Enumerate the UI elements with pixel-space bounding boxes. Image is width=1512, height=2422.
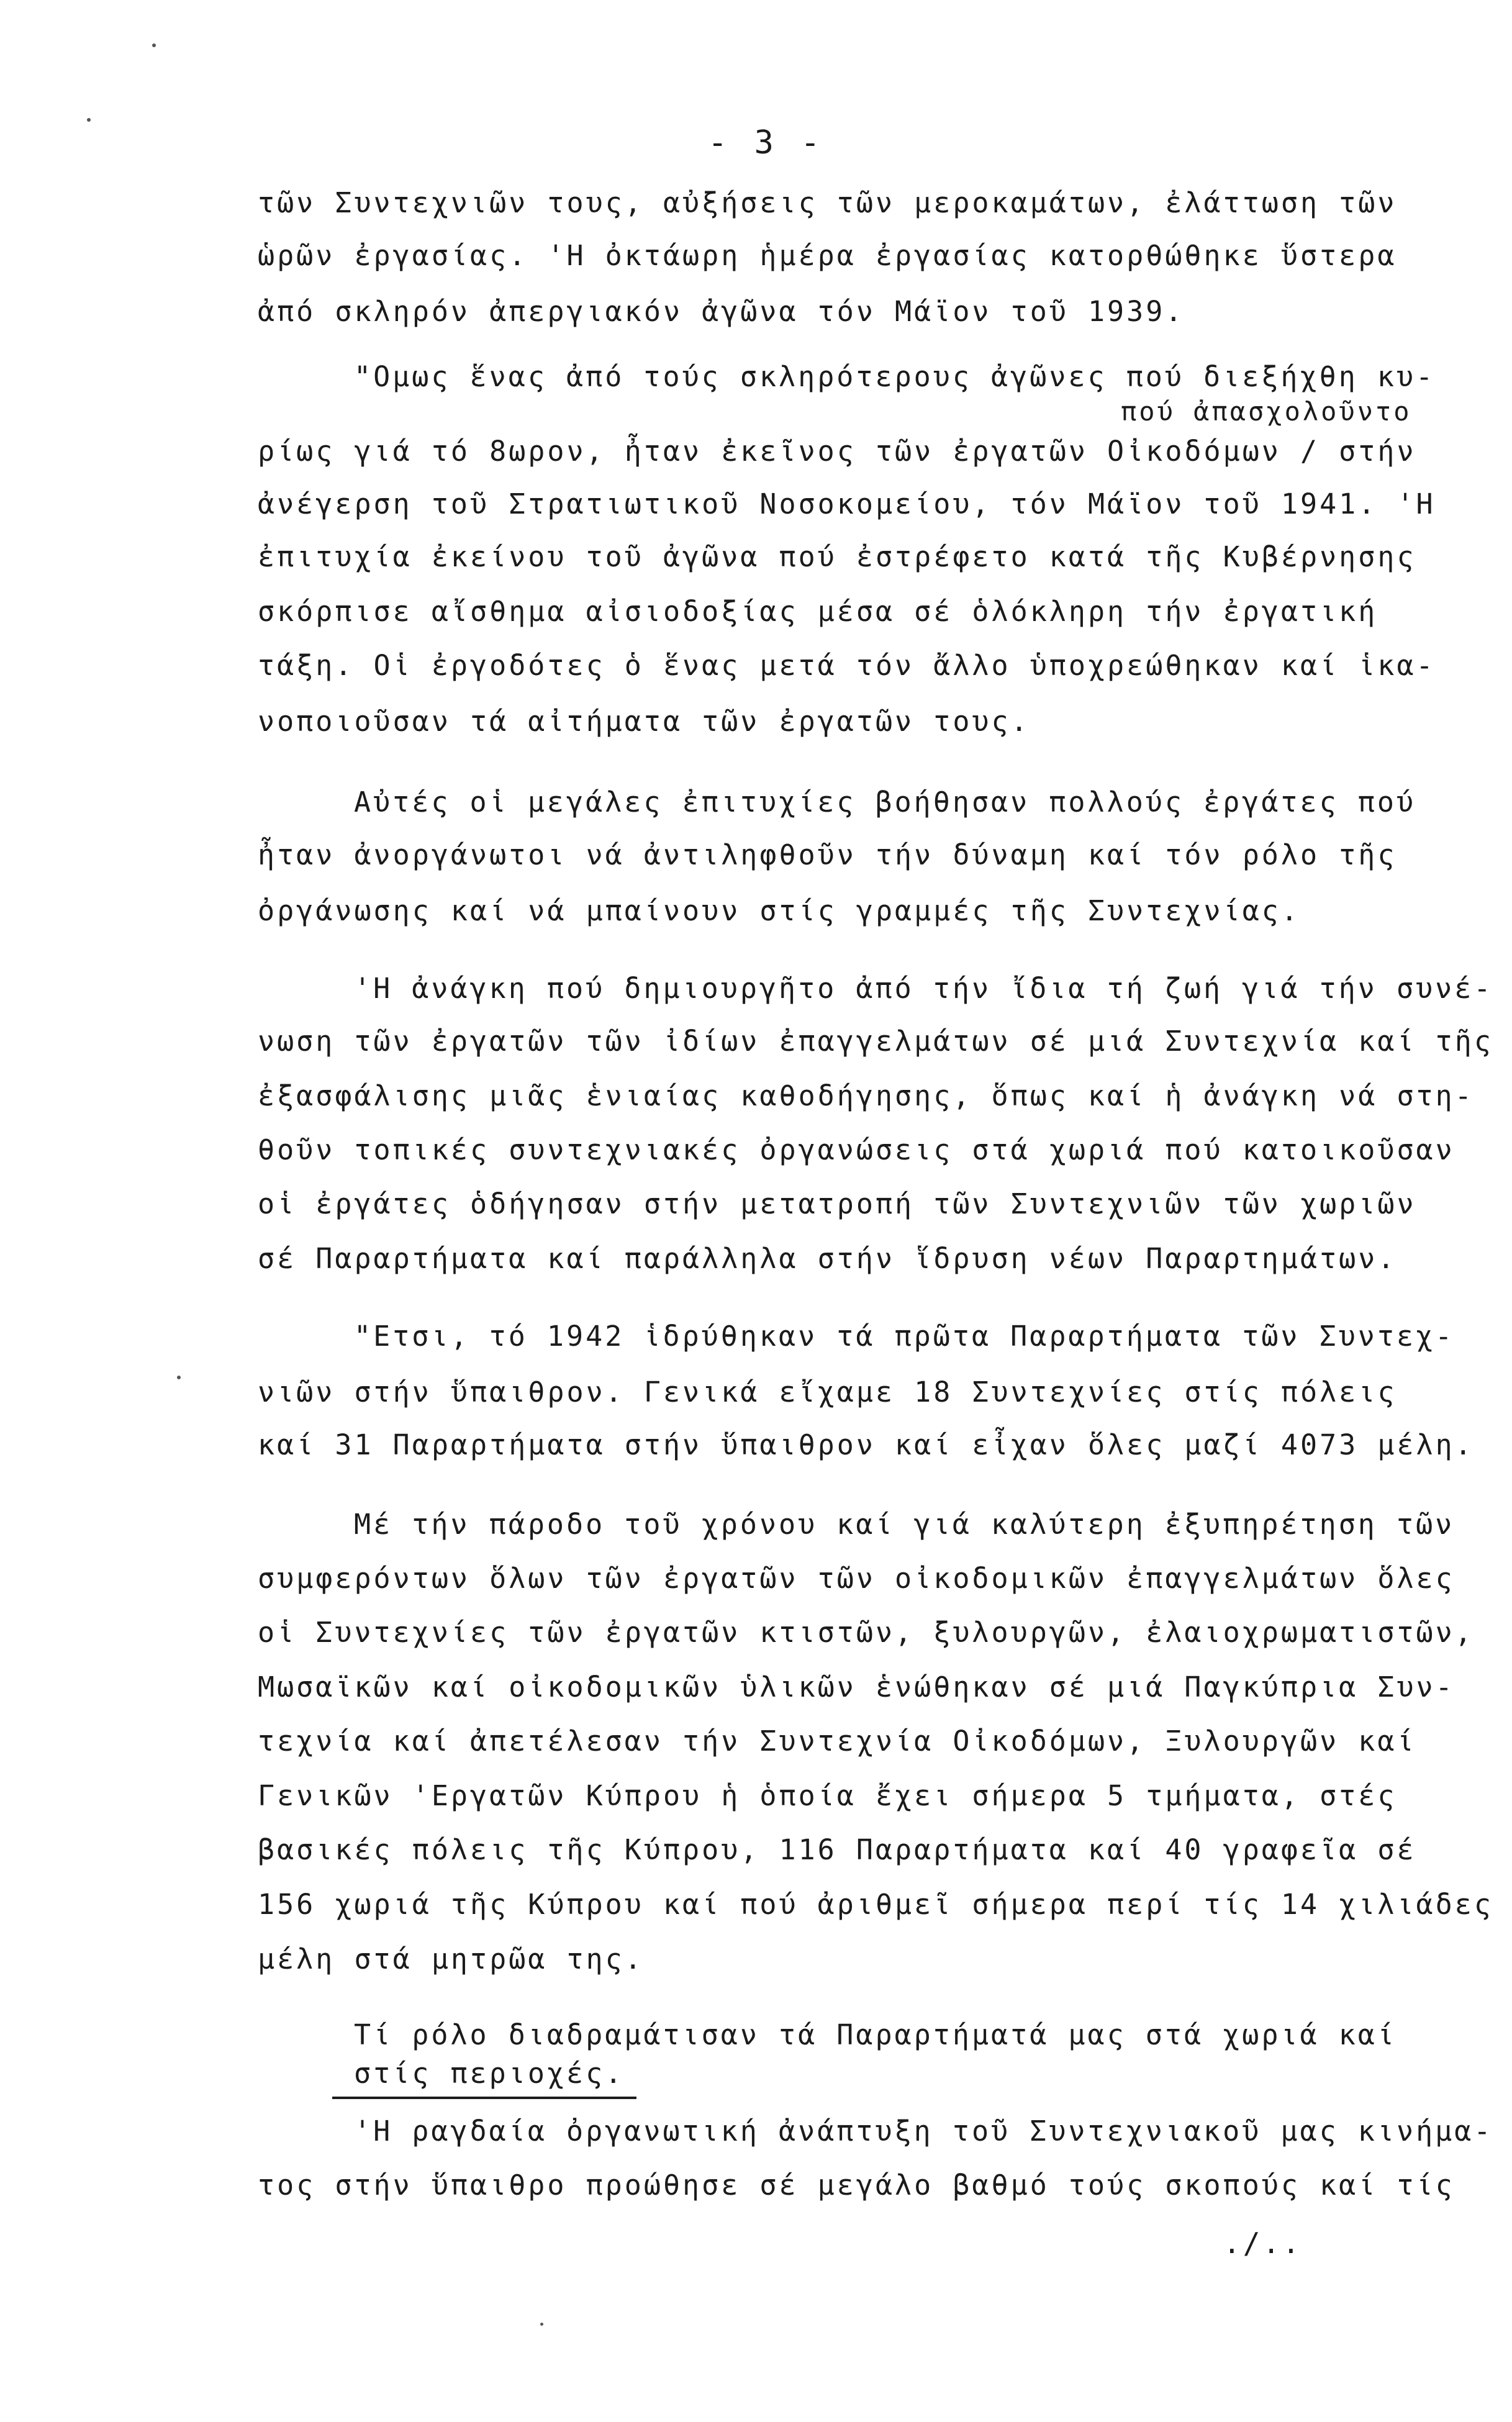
text-line: νιῶν στήν ὕπαιθρον. Γενικά εἴχαμε 18 Συντεχνίες στίς πόλεις <box>258 1376 1397 1408</box>
text-line: νοποιοῦσαν τά αἰτήματα τῶν ἐργατῶν τους. <box>258 705 1030 738</box>
text-line: Γενικῶν 'Εργατῶν Κύπρου ἡ ὁποία ἔχει σήμερα 5 τμήματα, στές <box>258 1779 1397 1812</box>
text-line: ἦταν ἀνοργάνωτοι νά ἀντιληφθοῦν τήν δύναμη καί τόν ρόλο τῆς <box>258 838 1397 871</box>
text-line: ὡρῶν ἐργασίας. 'Η ὀκτάωρη ἡμέρα ἐργασίας κατορθώθηκε ὕστερα <box>258 239 1397 272</box>
text-line: ἐξασφάλισης μιᾶς ἑνιαίας καθοδήγησης, ὅπως καί ἡ ἀνάγκη νά στη- <box>258 1079 1474 1112</box>
text-line: θοῦν τοπικές συντεχνιακές ὀργανώσεις στά χωριά πού κατοικοῦσαν <box>258 1133 1455 1166</box>
text-line: Μέ τήν πάροδο τοῦ χρόνου καί γιά καλύτερη ἐξυπηρέτηση τῶν <box>354 1508 1455 1541</box>
handwritten-insertion: πού ἀπασχολοῦντο <box>1121 396 1412 427</box>
text-line: 156 χωριά τῆς Κύπρου καί πού ἀριθμεῖ σήμερα περί τίς 14 χιλιάδες <box>258 1888 1493 1921</box>
page-number: - 3 - <box>708 124 824 161</box>
text-line: οἱ Συντεχνίες τῶν ἐργατῶν κτιστῶν, ξυλουργῶν, ἐλαιοχρωματιστῶν, <box>258 1616 1474 1649</box>
text-line: Αὐτές οἱ μεγάλες ἐπιτυχίες βοήθησαν πολλούς ἐργάτες πού <box>354 786 1416 819</box>
text-line: ἀνέγερση τοῦ Στρατιωτικοῦ Νοσοκομείου, τόν Μάϊον τοῦ 1941. 'Η <box>258 488 1436 520</box>
text-line: τῶν Συντεχνιῶν τους, αὐξήσεις τῶν μεροκαμάτων, ἐλάττωση τῶν <box>258 186 1397 219</box>
text-line: σκόρπισε αἴσθημα αἰσιοδοξίας μέσα σέ ὁλόκληρη τήν ἐργατική <box>258 595 1378 628</box>
scan-speck <box>177 1376 181 1379</box>
text-line: Μωσαϊκῶν καί οἰκοδομικῶν ὑλικῶν ἑνώθηκαν σέ μιά Παγκύπρια Συν- <box>258 1671 1455 1703</box>
text-line: σέ Παραρτήματα καί παράλληλα στήν ἵδρυση νέων Παραρτημάτων. <box>258 1242 1397 1275</box>
text-line: τος στήν ὕπαιθρο προώθησε σέ μεγάλο βαθμό τούς σκοπούς καί τίς <box>258 2169 1455 2202</box>
text-line: "Ομως ἕνας ἀπό τούς σκληρότερους ἀγῶνες πού διεξήχθη κυ- <box>354 360 1436 393</box>
continuation-mark: ./.. <box>1223 2226 1302 2260</box>
text-line: 'Η ραγδαία ὀργανωτική ἀνάπτυξη τοῦ Συντεχνιακοῦ μας κινήμα- <box>354 2115 1493 2148</box>
text-line: συμφερόντων ὅλων τῶν ἐργατῶν τῶν οἰκοδομικῶν ἐπαγγελμάτων ὅλες <box>258 1562 1455 1595</box>
scan-speck <box>87 118 91 122</box>
section-heading: Τί ρόλο διαδραμάτισαν τά Παραρτήματά μας στά χωριά καί <box>354 2018 1397 2051</box>
text-line: καί 31 Παραρτήματα στήν ὕπαιθρον καί εἶχαν ὅλες μαζί 4073 μέλη. <box>258 1428 1474 1461</box>
scan-speck <box>540 2323 543 2326</box>
section-heading: στίς περιοχές. <box>354 2057 625 2090</box>
text-line: ρίως γιά τό 8ωρον, ἦταν ἐκεῖνος τῶν ἐργατῶν Οἰκοδόμων / στήν <box>258 435 1416 468</box>
heading-underline <box>332 2097 636 2099</box>
text-line: 'Η ἀνάγκη πού δημιουργῆτο ἀπό τήν ἴδια τή ζωή γιά τήν συνέ- <box>354 972 1493 1005</box>
text-line: ἀπό σκληρόν ἀπεργιακόν ἀγῶνα τόν Μάϊον τοῦ 1939. <box>258 295 1185 328</box>
text-line: νωση τῶν ἐργατῶν τῶν ἰδίων ἐπαγγελμάτων σέ μιά Συντεχνία καί τῆς <box>258 1025 1493 1058</box>
text-line: οἱ ἐργάτες ὁδήγησαν στήν μετατροπή τῶν Συντεχνιῶν τῶν χωριῶν <box>258 1187 1416 1220</box>
text-line: τάξη. Οἱ ἐργοδότες ὁ ἕνας μετά τόν ἄλλο ὑποχρεώθηκαν καί ἱκα- <box>258 649 1436 682</box>
text-line: μέλη στά μητρῶα της. <box>258 1943 644 1975</box>
scan-speck <box>152 43 156 47</box>
text-line: ὀργάνωσης καί νά μπαίνουν στίς γραμμές τῆς Συντεχνίας. <box>258 894 1300 927</box>
text-line: "Ετσι, τό 1942 ἱδρύθηκαν τά πρῶτα Παραρτήματα τῶν Συντεχ- <box>354 1320 1455 1353</box>
text-line: τεχνία καί ἀπετέλεσαν τήν Συντεχνία Οἰκοδόμων, Ξυλουργῶν καί <box>258 1725 1416 1758</box>
text-line: βασικές πόλεις τῆς Κύπρου, 116 Παραρτήματα καί 40 γραφεῖα σέ <box>258 1833 1416 1866</box>
text-line: ἐπιτυχία ἐκείνου τοῦ ἀγῶνα πού ἐστρέφετο κατά τῆς Κυβέρνησης <box>258 540 1416 573</box>
